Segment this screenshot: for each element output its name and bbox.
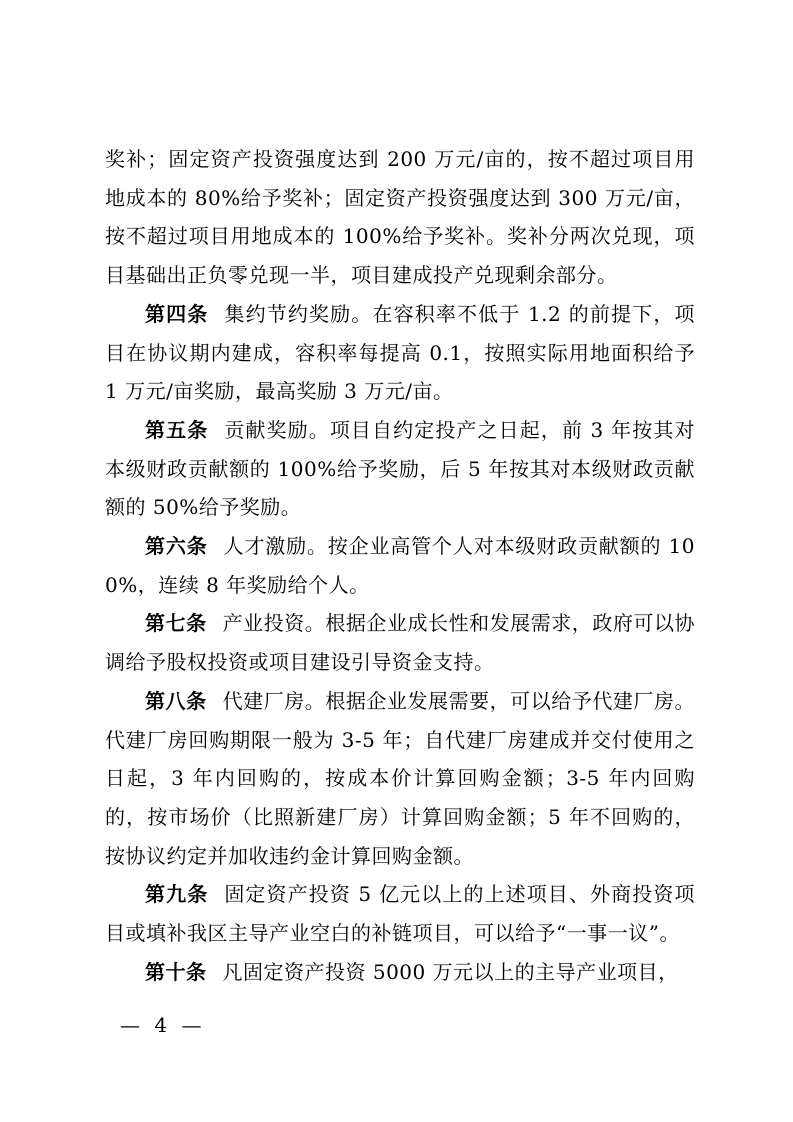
- article-text: 代建厂房。根据企业发展需要，可以给予代建厂房。代建厂房回购期限一般为 3-5 年；自代建厂房建成并交付使用之日起，3 年内回购的，按成本价计算回购金额；3-5 年内回购的，按市场价（比照新建厂房）计算回购金额；5 年不回购的，按协议约定并加收违约金计算回购金额。: [105, 688, 696, 868]
- article-text: 凡固定资产投资 5000 万元以上的主导产业项目，: [222, 959, 679, 984]
- paragraph-text: 奖补；固定资产投资强度达到 200 万元/亩的，按不超过项目用地成本的 80%给予奖补；固定资产投资强度达到 300 万元/亩，按不超过项目用地成本的 100%给予奖补。奖补分两次兑现，项目基础出正负零兑现一半，项目建成投产兑现剩余部分。: [105, 147, 695, 288]
- article-title: 第八条: [145, 688, 207, 713]
- article-text: 贡献奖励。项目自约定投产之日起，前 3 年按其对本级财政贡献额的 100%给予奖励，后 5 年按其对本级财政贡献额的 50%给予奖励。: [105, 417, 695, 520]
- article-9: [105, 875, 695, 952]
- article-title: 第十条: [145, 959, 207, 984]
- article-4: [105, 295, 695, 411]
- article-title: 第六条: [145, 534, 208, 559]
- article-text: 人才激励。按企业高管个人对本级财政贡献额的 100%，连续 8 年奖励给个人。: [105, 534, 695, 597]
- article-text: 集约节约奖励。在容积率不低于 1.2 的前提下，项目在协议期内建成，容积率每提高 0.1，按照实际用地面积给予 1 万元/亩奖励，最高奖励 3 万元/亩。: [105, 301, 695, 404]
- article-6: [105, 527, 695, 604]
- document-body: [105, 140, 695, 991]
- article-text: 产业投资。根据企业成长性和发展需求，政府可以协调给予股权投资或项目建设引导资金支持。: [105, 611, 696, 675]
- article-title: 第七条: [145, 611, 207, 636]
- article-10: [105, 953, 695, 992]
- article-title: 第四条: [145, 301, 209, 326]
- paragraph-continuation: [105, 140, 695, 295]
- article-7: [105, 604, 695, 681]
- article-5: [105, 411, 695, 527]
- article-title: 第九条: [145, 882, 209, 907]
- article-8: [105, 682, 695, 876]
- article-title: 第五条: [145, 417, 209, 442]
- article-text: 固定资产投资 5 亿元以上的上述项目、外商投资项目或填补我区主导产业空白的补链项目，可以给予“一事一议”。: [105, 882, 695, 946]
- page-number: — 4 —: [120, 1013, 206, 1037]
